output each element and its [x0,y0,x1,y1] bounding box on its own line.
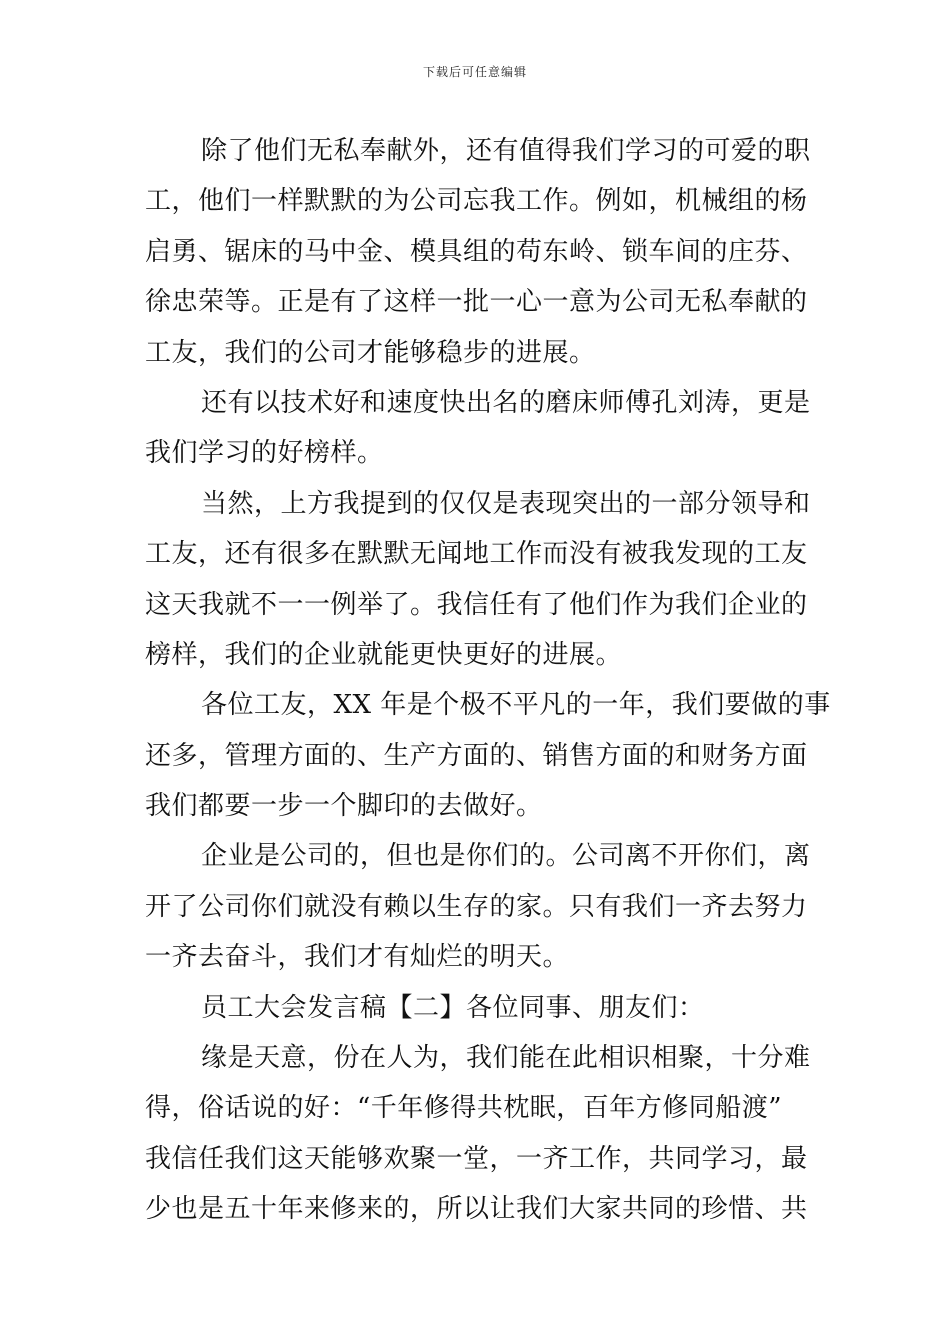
text-line: 启勇、锯床的马中金、模具组的苟东岭、锁车间的庄芬、 [145,236,808,267]
page-header: 下载后可任意编辑 [422,65,527,79]
text-line: 少也是五十年来修来的，所以让我们大家共同的珍惜、共 [145,1194,808,1225]
text-line: 还有以技术好和速度快出名的磨床师傅孔刘涛，更是 [201,387,811,418]
document-body [145,126,831,1235]
text-line: 得，俗话说的好：“千年修得共枕眠，百年方修同船渡” [145,1093,783,1124]
text-line: 工友，还有很多在默默无闻地工作而没有被我发现的工友 [145,539,808,570]
text-line: 榜样，我们的企业就能更快更好的进展。 [145,639,623,670]
text-line: 这天我就不一一例举了。我信任有了他们作为我们企业的 [145,589,808,620]
text-line: 我们都要一步一个脚印的去做好。 [145,791,543,822]
text-line: 工，他们一样默默的为公司忘我工作。例如，机械组的杨 [145,186,808,217]
text-line: 各位工友，XX 年是个极不平凡的一年，我们要做的事 [201,690,831,721]
text-line: 除了他们无私奉献外，还有值得我们学习的可爱的职 [201,136,811,166]
text-line: 工友，我们的公司才能够稳步的进展。 [145,337,596,368]
section-heading: 员工大会发言稿【二】各位同事、朋友们： [201,992,705,1023]
text-line: 我们学习的好榜样。 [145,438,384,469]
text-line: 我信任我们这天能够欢聚一堂，一齐工作，共同学习，最 [145,1143,808,1174]
text-line: 缘是天意，份在人为，我们能在此相识相聚，十分难 [201,1043,811,1074]
text-line: 一齐去奋斗，我们才有灿烂的明天。 [145,942,570,973]
text-line: 当然，上方我提到的仅仅是表现突出的一部分领导和 [201,488,811,519]
text-line: 还多，管理方面的、生产方面的、销售方面的和财务方面 [145,740,808,771]
text-line: 企业是公司的，但也是你们的。公司离不开你们，离 [201,841,811,872]
text-line: 开了公司你们就没有赖以生存的家。只有我们一齐去努力 [145,891,808,922]
text-line: 徐忠荣等。正是有了这样一批一心一意为公司无私奉献的 [145,287,808,318]
